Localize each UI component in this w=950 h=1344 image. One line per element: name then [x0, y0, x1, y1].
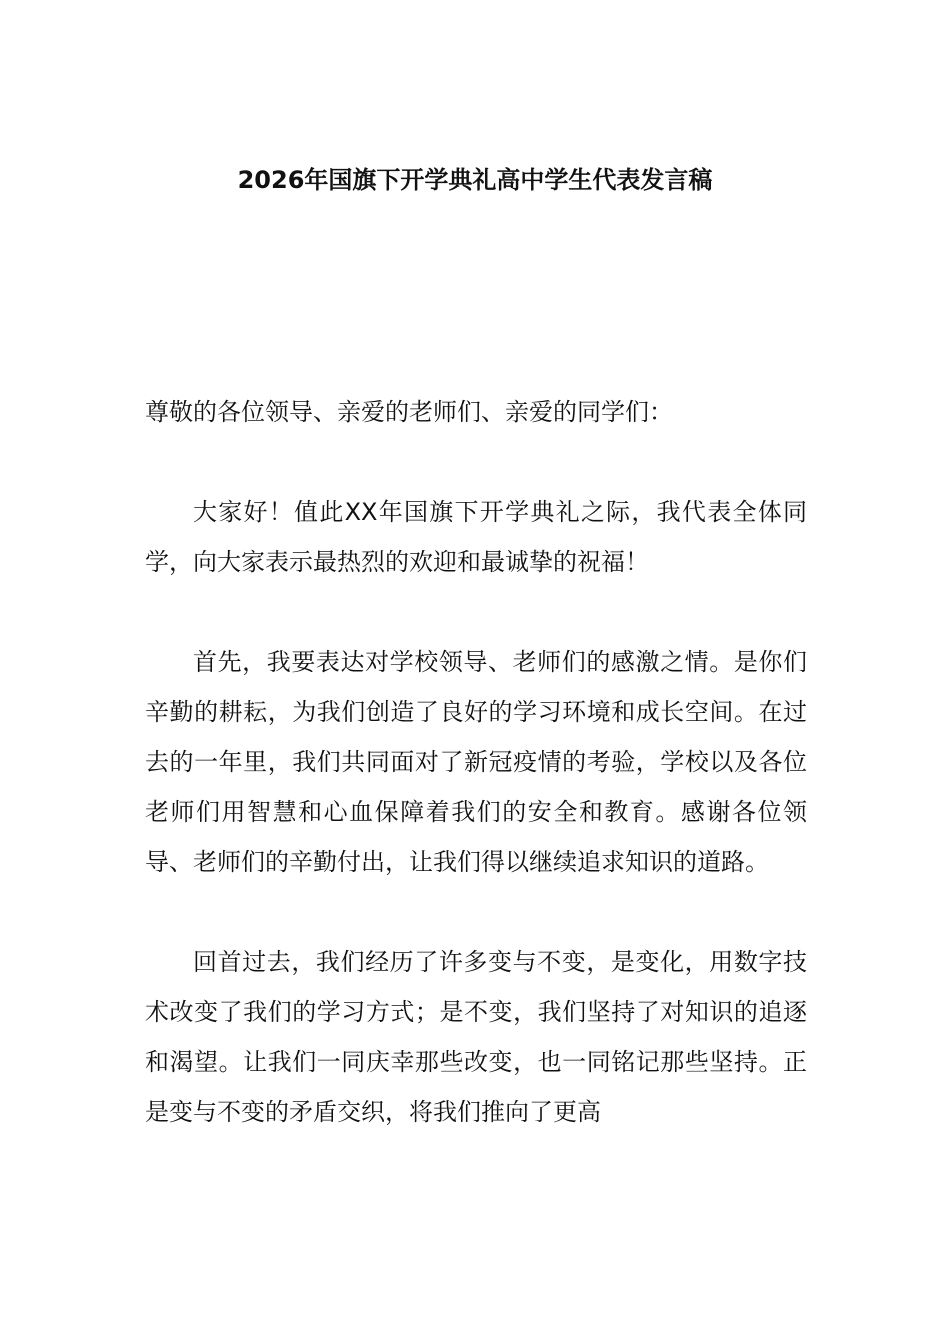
- document-title: 2026年国旗下开学典礼高中学生代表发言稿: [237, 166, 713, 194]
- paragraph-gratitude: 首先，我要表达对学校领导、老师们的感激之情。是你们辛勤的耕耘，为我们创造了良好的学习环境和成长空间。在过去的一年里，我们共同面对了新冠疫情的考验，学校以及各位老师们用智慧和心血保障着我们的安全和教育。感谢各位领导、老师们的辛勤付出，让我们得以继续追求知识的道路。: [145, 648, 807, 876]
- document-body: [145, 387, 807, 1137]
- salutation: 尊敬的各位领导、亲爱的老师们、亲爱的同学们：: [145, 398, 673, 426]
- paragraph-reflection: 回首过去，我们经历了许多变与不变，是变化，用数字技术改变了我们的学习方式；是不变，我们坚持了对知识的追逐和渴望。让我们一同庆幸那些改变，也一同铭记那些坚持。正是变与不变的矛盾交织，将我们推向了更高: [145, 948, 807, 1126]
- paragraph-welcome: 大家好！值此XX年国旗下开学典礼之际，我代表全体同学，向大家表示最热烈的欢迎和最诚挚的祝福！: [145, 498, 807, 576]
